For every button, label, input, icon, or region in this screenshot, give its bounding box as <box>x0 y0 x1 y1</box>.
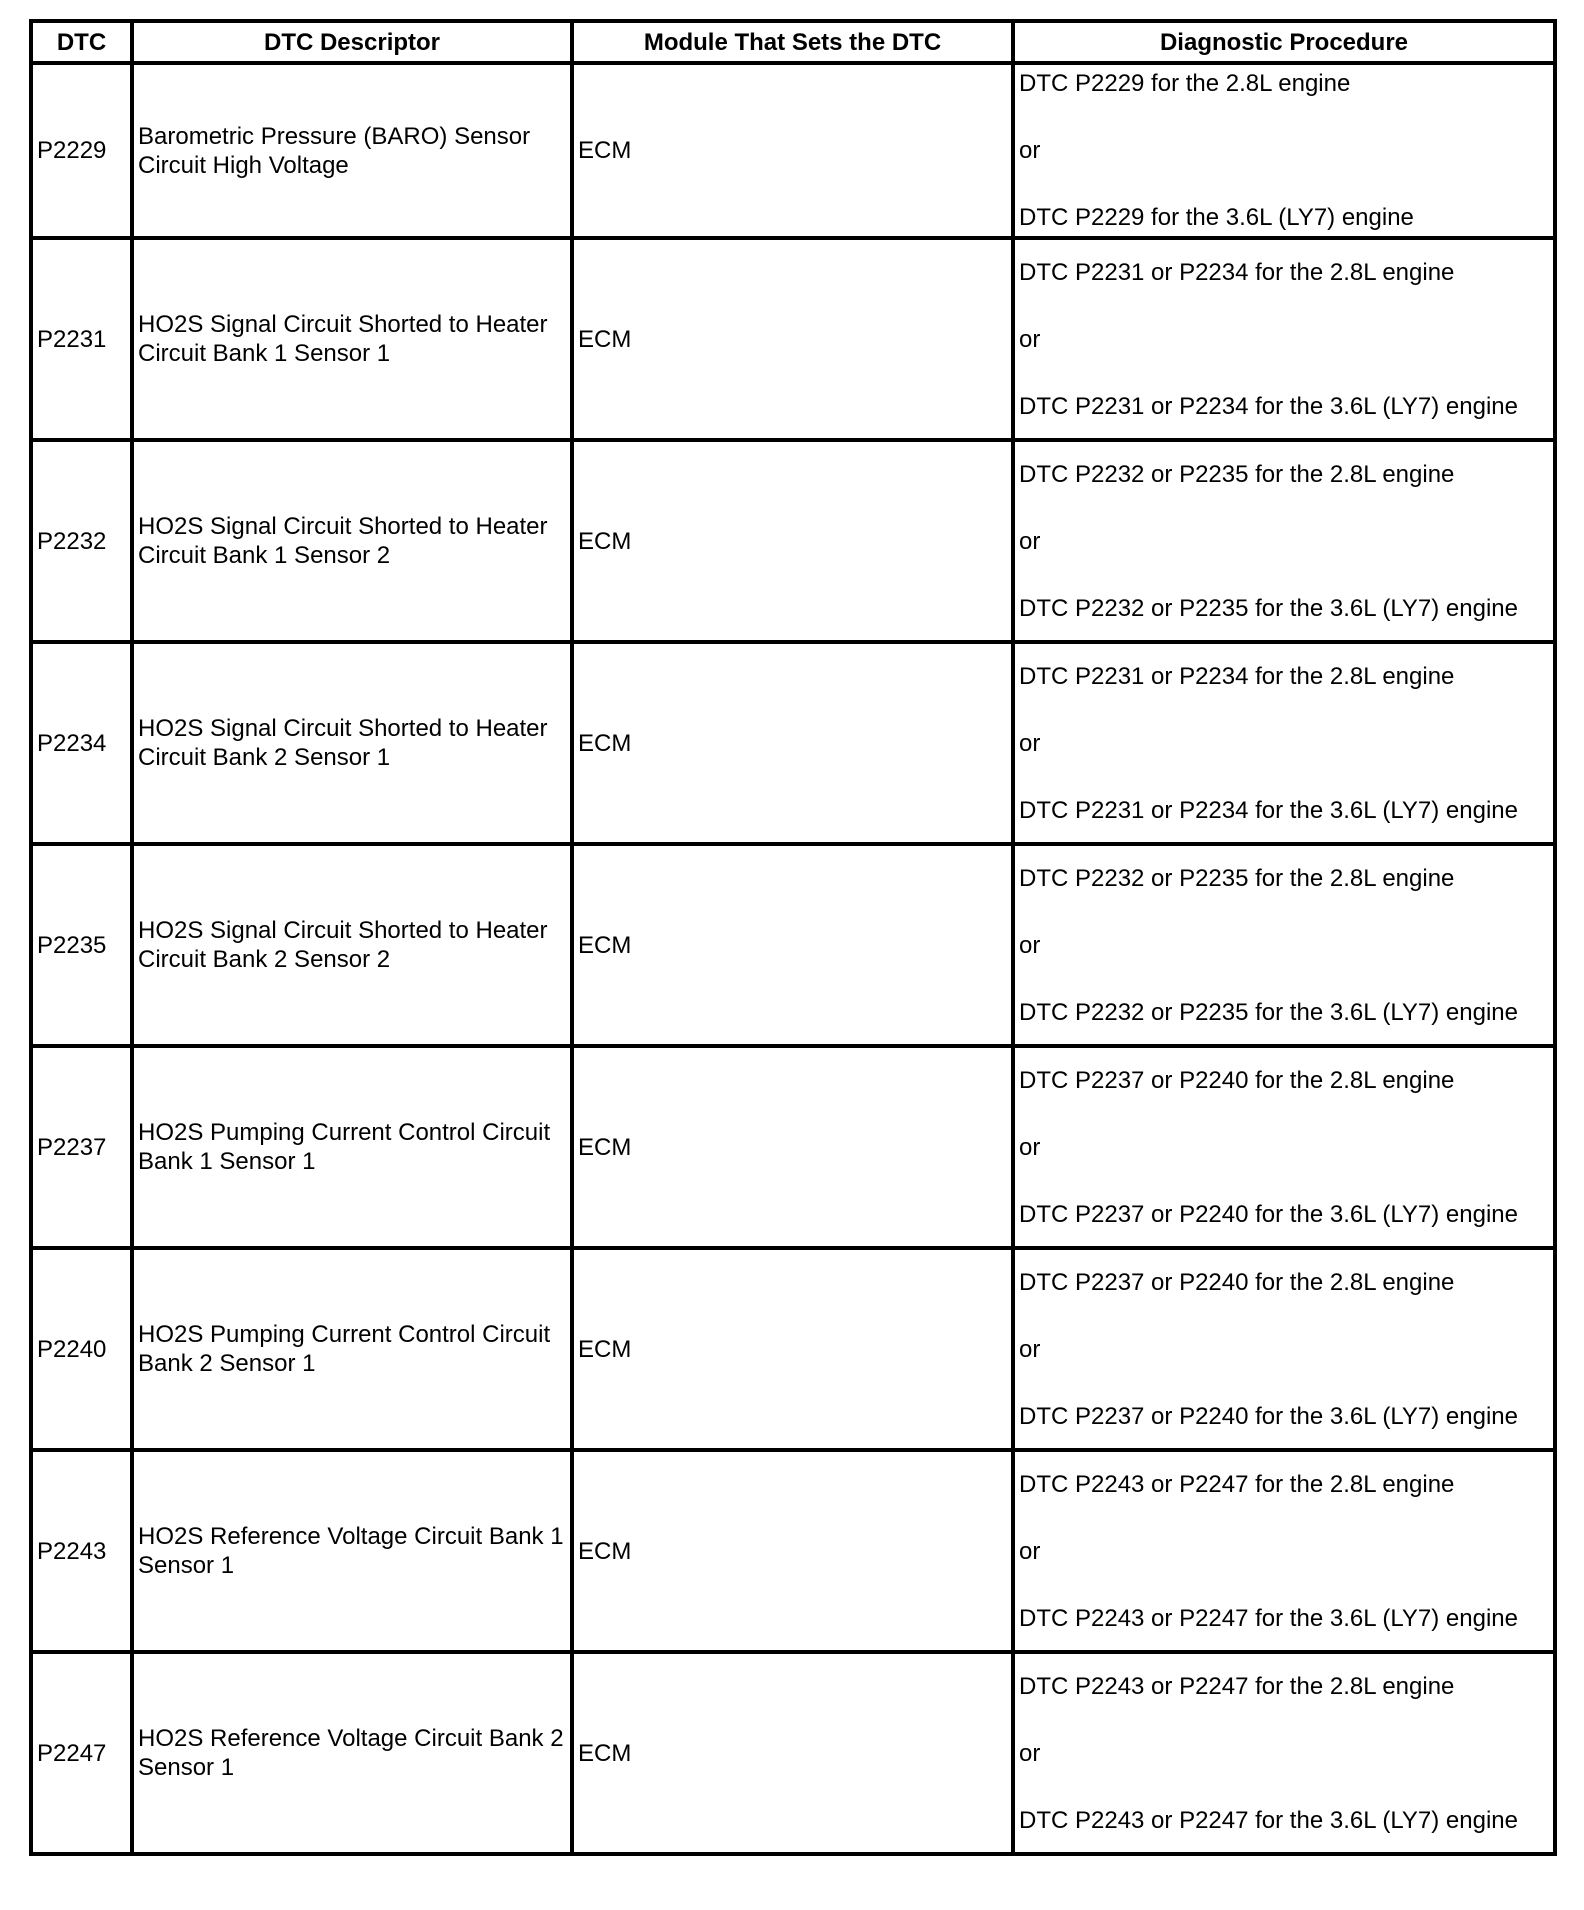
dtc-module: ECM <box>572 1046 1013 1248</box>
procedure-or: or <box>1019 325 1041 353</box>
procedure-or: or <box>1019 1133 1041 1161</box>
header-descriptor: DTC Descriptor <box>132 21 572 63</box>
procedure-link-first[interactable]: DTC P2229 for the 2.8L engine <box>1019 70 1351 97</box>
dtc-descriptor: HO2S Reference Voltage Circuit Bank 1 Sensor 1 <box>132 1450 572 1652</box>
dtc-descriptor: Barometric Pressure (BARO) Sensor Circuit High Voltage <box>132 63 572 238</box>
dtc-module: ECM <box>572 238 1013 440</box>
dtc-module: ECM <box>572 1450 1013 1652</box>
dtc-module: ECM <box>572 642 1013 844</box>
procedure-link-first[interactable]: DTC P2237 or P2240 for the 2.8L engine <box>1019 1268 1455 1296</box>
table-row <box>31 1450 1555 1652</box>
dtc-code: P2232 <box>31 440 132 642</box>
dtc-code: P2240 <box>31 1248 132 1450</box>
dtc-module: ECM <box>572 63 1013 238</box>
dtc-descriptor: HO2S Signal Circuit Shorted to Heater Circuit Bank 2 Sensor 2 <box>132 844 572 1046</box>
procedure-link-first[interactable]: DTC P2232 or P2235 for the 2.8L engine <box>1019 460 1455 488</box>
diagnostic-procedure <box>1013 440 1555 642</box>
procedure-link-second[interactable]: DTC P2232 or P2235 for the 3.6L (LY7) engine <box>1019 594 1518 622</box>
dtc-code: P2243 <box>31 1450 132 1652</box>
procedure-link-second[interactable]: DTC P2229 for the 3.6L (LY7) engine <box>1019 204 1414 231</box>
table-row <box>31 238 1555 440</box>
procedure-link-first[interactable]: DTC P2237 or P2240 for the 2.8L engine <box>1019 1066 1455 1094</box>
procedure-or: or <box>1019 1739 1041 1767</box>
table-row <box>31 1046 1555 1248</box>
procedure-link-first[interactable]: DTC P2243 or P2247 for the 2.8L engine <box>1019 1470 1455 1498</box>
procedure-link-second[interactable]: DTC P2243 or P2247 for the 3.6L (LY7) engine <box>1019 1604 1518 1632</box>
table-row <box>31 642 1555 844</box>
procedure-link-first[interactable]: DTC P2232 or P2235 for the 2.8L engine <box>1019 864 1455 892</box>
diagnostic-procedure <box>1013 238 1555 440</box>
diagnostic-procedure <box>1013 1248 1555 1450</box>
procedure-link-second[interactable]: DTC P2231 or P2234 for the 3.6L (LY7) engine <box>1019 392 1518 420</box>
procedure-link-second[interactable]: DTC P2243 or P2247 for the 3.6L (LY7) engine <box>1019 1806 1518 1834</box>
procedure-or: or <box>1019 527 1041 555</box>
dtc-descriptor: HO2S Reference Voltage Circuit Bank 2 Sensor 1 <box>132 1652 572 1854</box>
dtc-module: ECM <box>572 844 1013 1046</box>
dtc-module: ECM <box>572 1248 1013 1450</box>
header-procedure: Diagnostic Procedure <box>1013 21 1555 63</box>
diagnostic-procedure <box>1013 1046 1555 1248</box>
header-dtc: DTC <box>31 21 132 63</box>
procedure-link-first[interactable]: DTC P2243 or P2247 for the 2.8L engine <box>1019 1672 1455 1700</box>
dtc-descriptor: HO2S Signal Circuit Shorted to Heater Circuit Bank 1 Sensor 1 <box>132 238 572 440</box>
diagnostic-procedure <box>1013 63 1555 238</box>
table-row <box>31 844 1555 1046</box>
dtc-descriptor: HO2S Signal Circuit Shorted to Heater Circuit Bank 2 Sensor 1 <box>132 642 572 844</box>
dtc-code: P2229 <box>31 63 132 238</box>
dtc-code: P2237 <box>31 1046 132 1248</box>
procedure-link-second[interactable]: DTC P2237 or P2240 for the 3.6L (LY7) engine <box>1019 1200 1518 1228</box>
table-row <box>31 440 1555 642</box>
header-module: Module That Sets the DTC <box>572 21 1013 63</box>
diagnostic-procedure <box>1013 1652 1555 1854</box>
dtc-table <box>29 19 1557 1856</box>
procedure-link-first[interactable]: DTC P2231 or P2234 for the 2.8L engine <box>1019 258 1455 286</box>
header-row <box>31 21 1555 63</box>
table-row <box>31 63 1555 238</box>
procedure-or: or <box>1019 137 1041 164</box>
table-row <box>31 1652 1555 1854</box>
procedure-or: or <box>1019 931 1041 959</box>
dtc-descriptor: HO2S Signal Circuit Shorted to Heater Circuit Bank 1 Sensor 2 <box>132 440 572 642</box>
dtc-code: P2247 <box>31 1652 132 1854</box>
procedure-link-second[interactable]: DTC P2237 or P2240 for the 3.6L (LY7) engine <box>1019 1402 1518 1430</box>
dtc-descriptor: HO2S Pumping Current Control Circuit Bank 2 Sensor 1 <box>132 1248 572 1450</box>
procedure-link-first[interactable]: DTC P2231 or P2234 for the 2.8L engine <box>1019 662 1455 690</box>
dtc-module: ECM <box>572 1652 1013 1854</box>
procedure-or: or <box>1019 729 1041 757</box>
dtc-module: ECM <box>572 440 1013 642</box>
procedure-or: or <box>1019 1537 1041 1565</box>
procedure-link-second[interactable]: DTC P2231 or P2234 for the 3.6L (LY7) engine <box>1019 796 1518 824</box>
dtc-code: P2231 <box>31 238 132 440</box>
diagnostic-procedure <box>1013 1450 1555 1652</box>
diagnostic-procedure <box>1013 844 1555 1046</box>
dtc-code: P2235 <box>31 844 132 1046</box>
procedure-link-second[interactable]: DTC P2232 or P2235 for the 3.6L (LY7) engine <box>1019 998 1518 1026</box>
dtc-code: P2234 <box>31 642 132 844</box>
dtc-descriptor: HO2S Pumping Current Control Circuit Bank 1 Sensor 1 <box>132 1046 572 1248</box>
table-row <box>31 1248 1555 1450</box>
diagnostic-procedure <box>1013 642 1555 844</box>
procedure-or: or <box>1019 1335 1041 1363</box>
